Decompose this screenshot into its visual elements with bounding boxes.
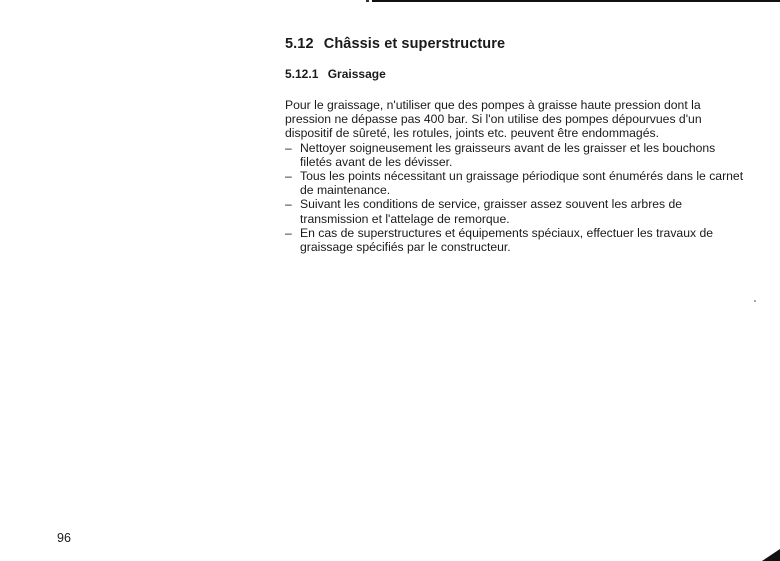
page-number: 96 [57, 531, 71, 545]
list-item-text: Nettoyer soigneusement les graisseurs avant de les graisser et les bouchons filetés avant de les dévisser. [300, 140, 716, 169]
subsection-number: 5.12.1 [285, 67, 319, 81]
list-item [285, 197, 745, 225]
list-item [285, 226, 745, 254]
list-item-text: En cas de superstructures et équipements spéciaux, effectuer les travaux de graissage spécifiés par le constructeur. [300, 225, 714, 255]
bullet-dash: – [285, 225, 292, 240]
subsection-title: Graissage [327, 67, 386, 81]
subsection-heading [285, 66, 745, 82]
bullet-dash: – [285, 169, 292, 184]
section-title: Châssis et superstructure [323, 36, 506, 52]
section-number: 5.12 [285, 36, 314, 52]
instruction-list [285, 141, 745, 255]
list-item-text: Suivant les conditions de service, graisser assez souvent les arbres de transmission et l'attelage de remorque. [300, 197, 683, 226]
bullet-dash: – [285, 197, 292, 212]
intro-paragraph: Pour le graissage, n'utiliser que des pompes à graisse haute pression dont la pression ne dépasse pas 400 bar. Si l'on utilise des pompes dépourvues d'un dispositif de sûreté, les rotules, joints etc. peuvent être endommagés. [285, 98, 702, 141]
top-rule [372, 0, 780, 2]
page-content [285, 34, 745, 254]
section-heading [285, 34, 745, 54]
list-item [285, 169, 745, 197]
corner-mark [762, 549, 780, 561]
bullet-dash: – [285, 140, 292, 155]
scan-speck [754, 300, 756, 302]
list-item [285, 141, 745, 169]
top-rule-tick [366, 0, 369, 2]
list-item-text: Tous les points nécessitant un graissage périodique sont énumérés dans le carnet de maintenance. [300, 169, 744, 198]
